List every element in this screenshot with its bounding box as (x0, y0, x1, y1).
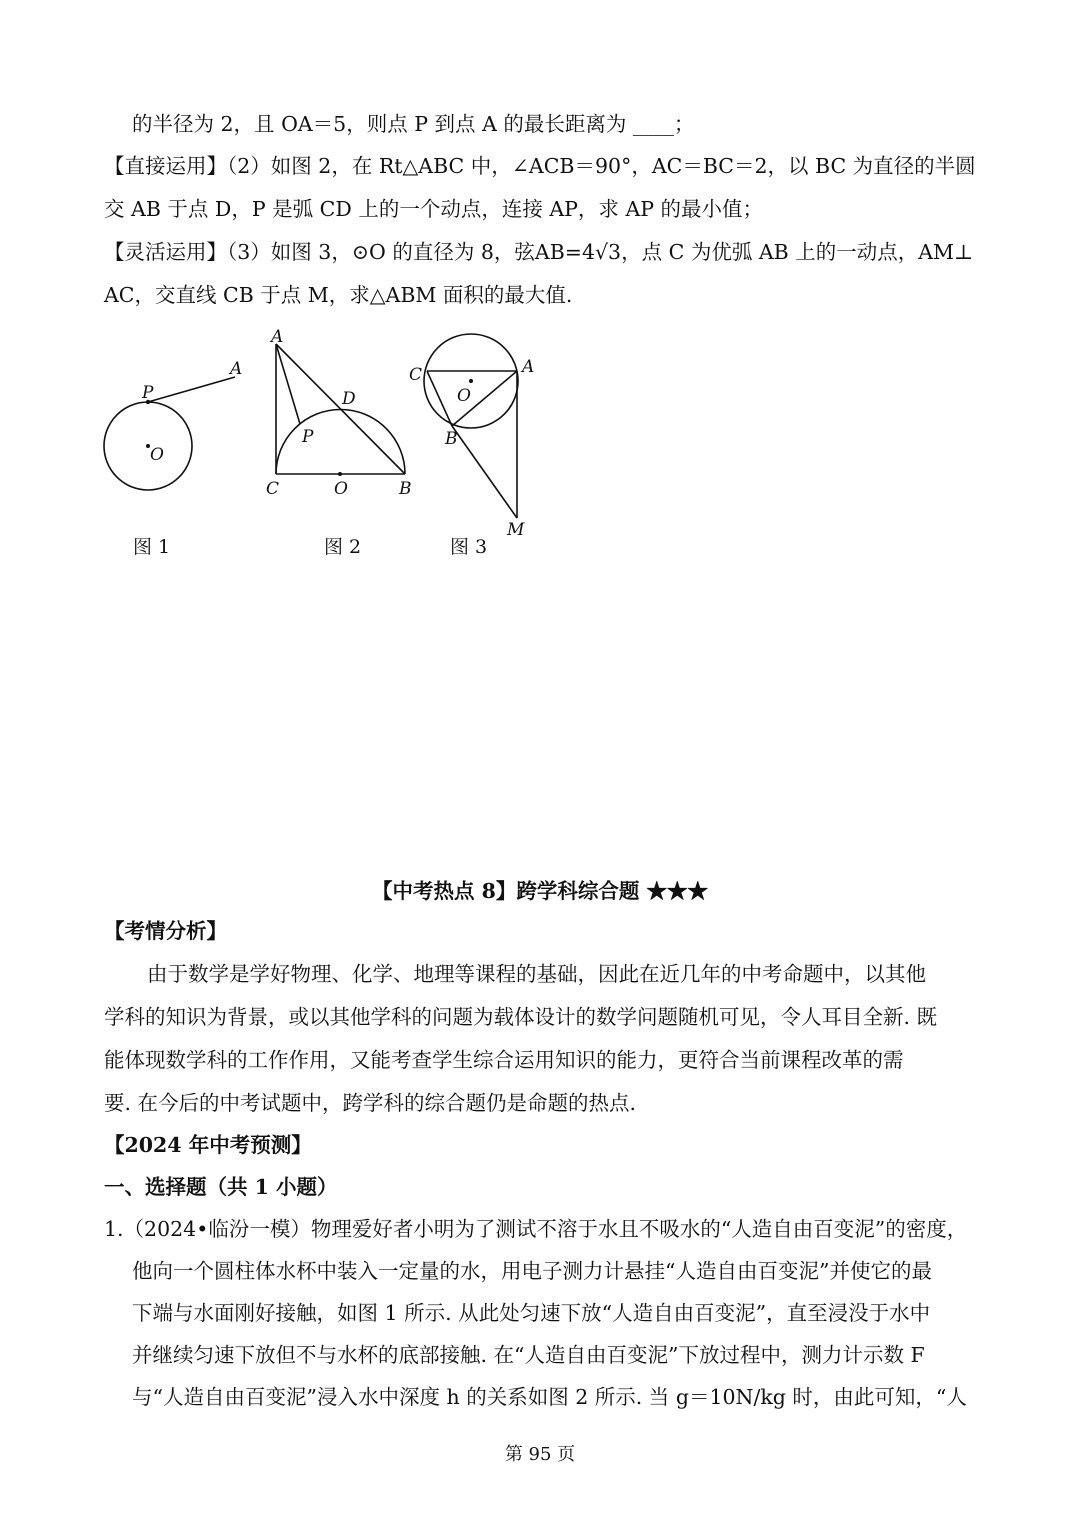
figure-2-caption: 图 2 (324, 536, 362, 558)
question-1-line-1: 1.（2024•临汾一模）物理爱好者小明为了测试不溶于水且不吸水的“人造自由百变泥”的密度， (104, 1217, 968, 1241)
fig1-label-a: A (230, 359, 243, 379)
figure-3-caption: 图 3 (450, 536, 488, 558)
question-1-line-2: 他向一个圆柱体水杯中装入一定量的水，用电子测力计悬挂“人造自由百变泥”并使它的最 (132, 1259, 932, 1283)
fig3-label-a: A (522, 357, 535, 377)
problem-line-1: 的半径为 2，且 OA＝5，则点 P 到点 A 的最长距离为 ____； (132, 112, 695, 136)
fig2-label-a: A (271, 327, 284, 347)
figure-3 (409, 334, 534, 540)
page-number: 第 95 页 (504, 1444, 576, 1465)
figure-1-caption: 图 1 (133, 536, 171, 558)
fig2-label-b: B (399, 479, 412, 499)
geometry-figures (95, 322, 555, 542)
fig2-label-p: P (302, 427, 314, 447)
fig2-label-o: O (334, 479, 348, 499)
problem-line-3: 交 AB 于点 D，P 是弧 CD 上的一个动点，连接 AP，求 AP 的最小值； (104, 197, 764, 221)
fig2-label-c: C (266, 479, 280, 499)
fig3-label-b: B (445, 429, 458, 449)
analysis-line-3: 能体现数学科的工作作用，又能考查学生综合运用知识的能力，更符合当前课程改革的需 (104, 1048, 904, 1072)
analysis-line-4: 要. 在今后的中考试题中，跨学科的综合题仍是命题的热点. (104, 1091, 637, 1115)
fig2-label-d: D (342, 389, 356, 409)
fig3-label-m: M (507, 520, 525, 540)
question-1-line-4: 并继续匀速下放但不与水杯的底部接触. 在“人造自由百变泥”下放过程中，测力计示数 F (132, 1343, 925, 1367)
fig3-label-o: O (457, 386, 471, 406)
problem-line-4: 【灵活运用】（3）如图 3，⊙O 的直径为 8，弦AB=4√3，点 C 为优弧 AB 上的一动点，AM⊥ (104, 240, 974, 264)
section-title: 【中考热点 8】跨学科综合题 ★★★ (371, 879, 709, 903)
forecast-heading: 【2024 年中考预测】 (104, 1133, 312, 1157)
problem-line-2: 【直接运用】（2）如图 2，在 Rt△ABC 中，∠ACB＝90°，AC＝BC＝2，以 BC 为直径的半圆 (104, 154, 976, 178)
choice-heading: 一、选择题（共 1 小题） (104, 1175, 338, 1199)
fig3-label-c: C (409, 365, 423, 385)
question-1-line-5: 与“人造自由百变泥”浸入水中深度 h 的关系如图 2 所示. 当 g＝10N/kg 时，由此可知，“人 (132, 1385, 967, 1409)
problem-line-5: AC，交直线 CB 于点 M，求△ABM 面积的最大值. (104, 283, 573, 307)
fig1-label-o: O (150, 445, 164, 465)
analysis-line-2: 学科的知识为背景，或以其他学科的问题为载体设计的数学问题随机可见，令人耳目全新. 既 (104, 1005, 938, 1029)
analysis-heading: 【考情分析】 (104, 919, 227, 943)
analysis-line-1: 由于数学是学好物理、化学、地理等课程的基础，因此在近几年的中考命题中，以其他 (147, 962, 926, 986)
figure-1 (104, 359, 242, 490)
figure-2 (266, 327, 412, 499)
fig1-label-p: P (142, 383, 154, 403)
question-1-line-3: 下端与水面刚好接触，如图 1 所示. 从此处匀速下放“人造自由百变泥”，直至浸没于水中 (132, 1301, 931, 1325)
